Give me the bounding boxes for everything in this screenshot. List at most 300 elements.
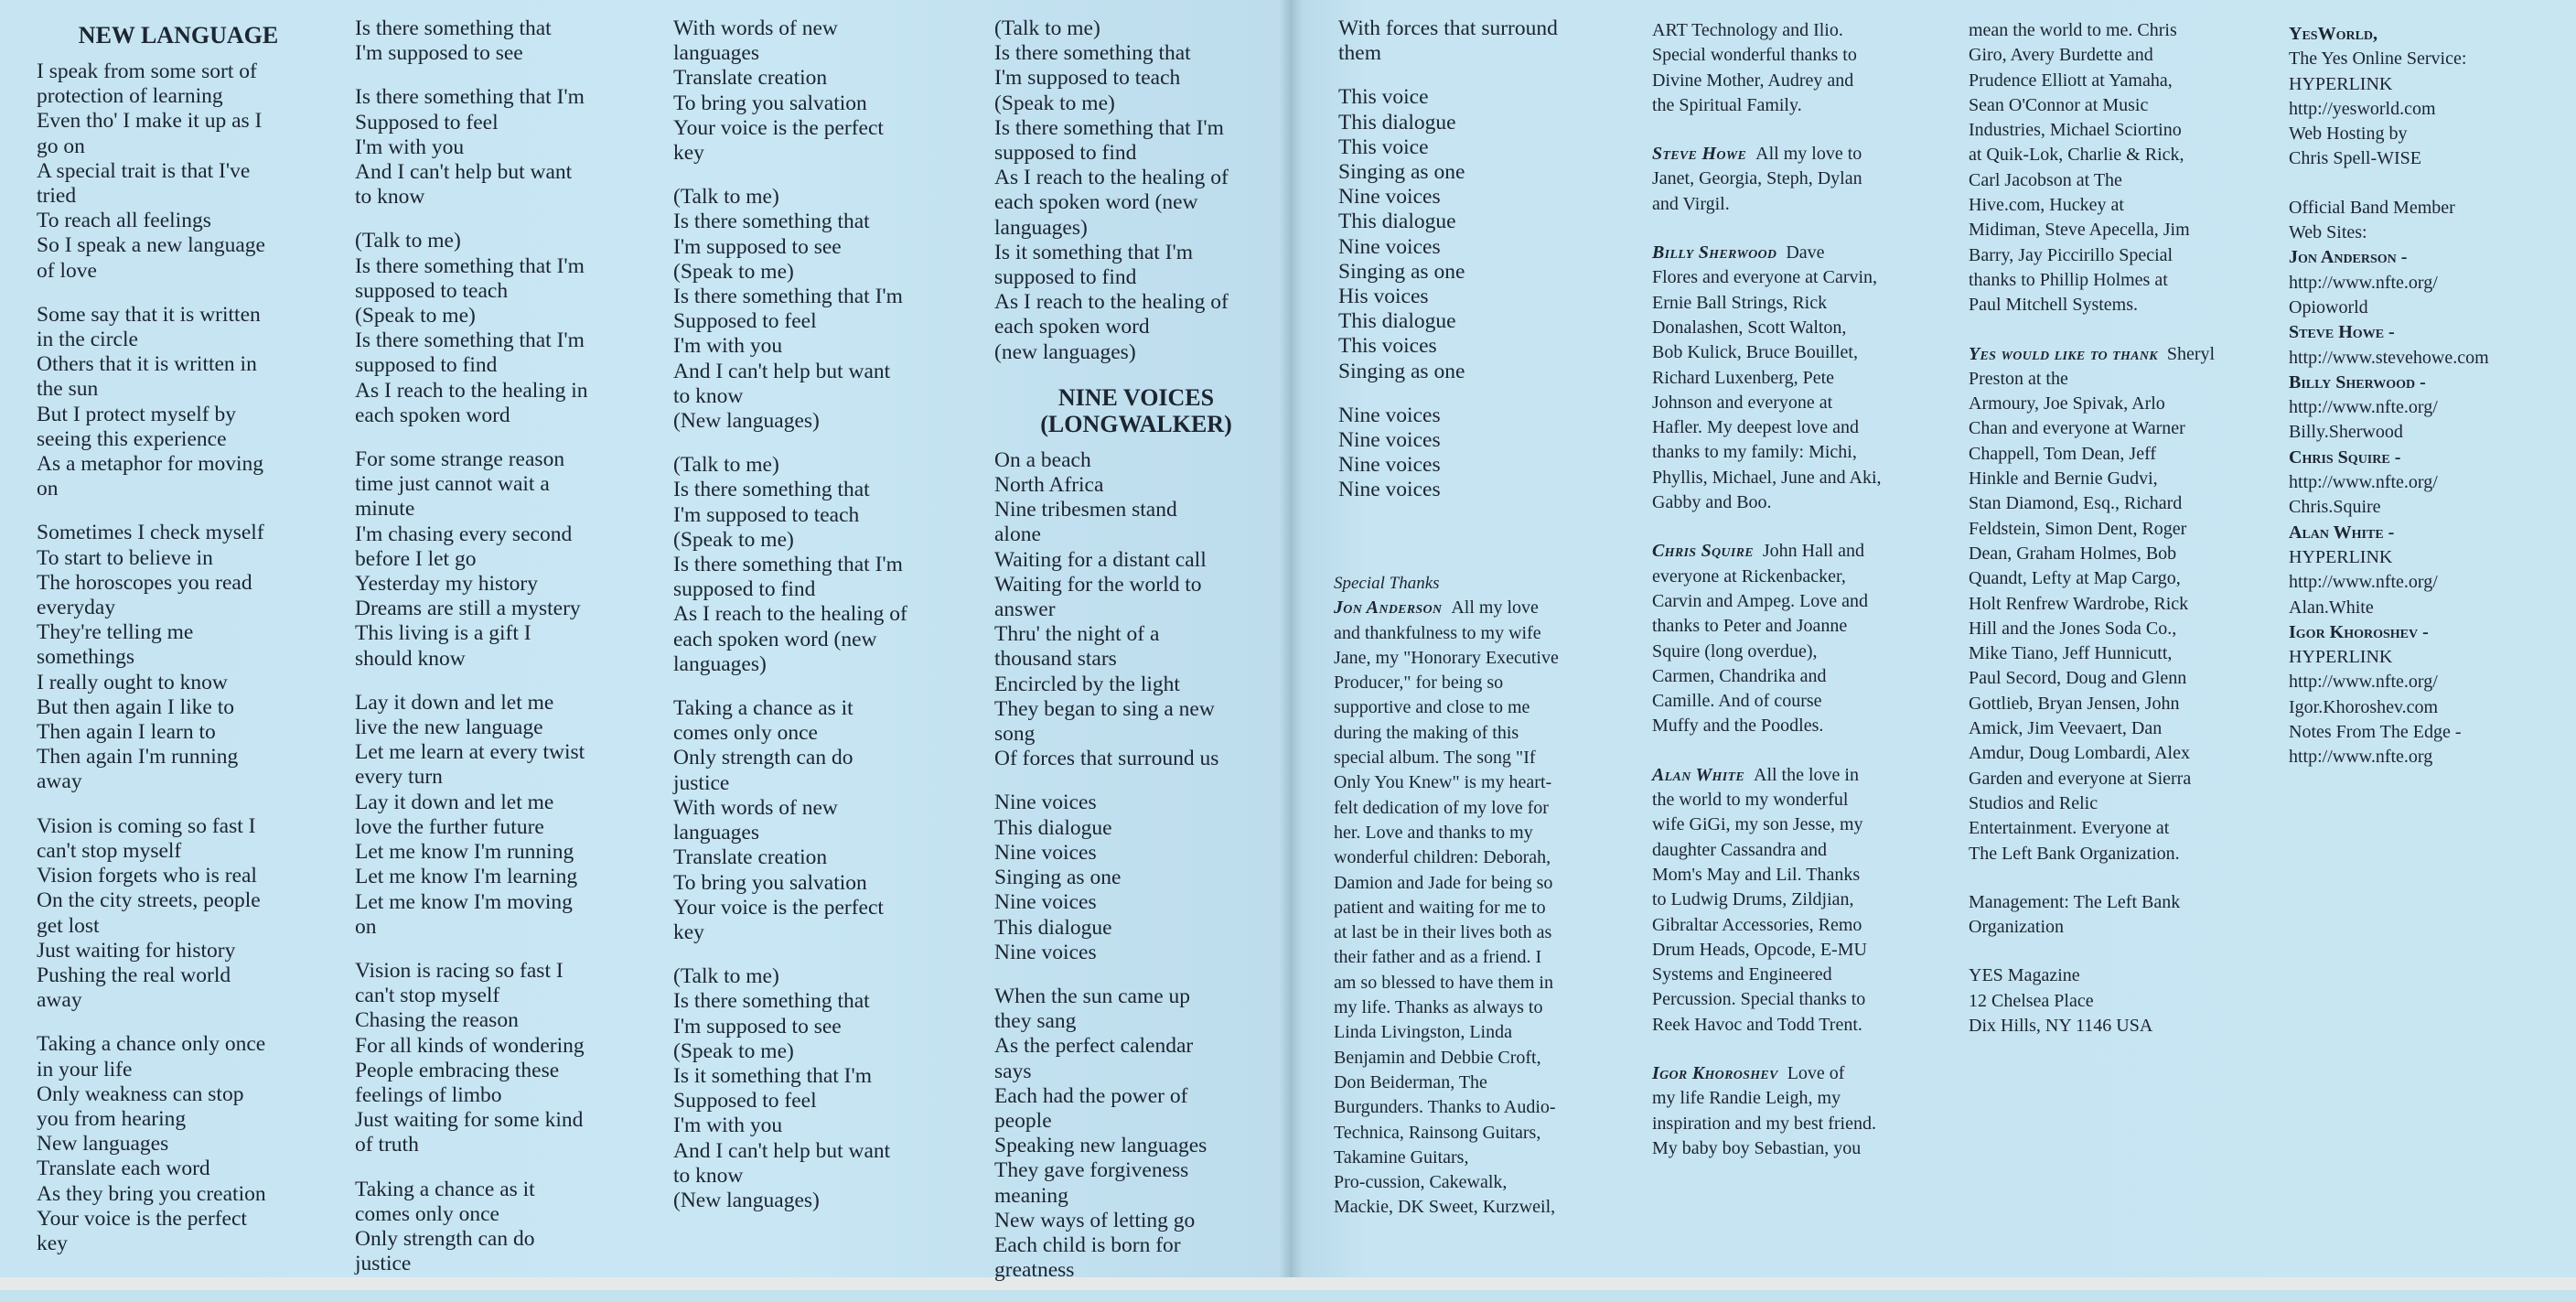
lyric-line: Of forces that surround us (994, 747, 1219, 771)
lyric-line: Nine voices (994, 791, 1097, 815)
lyric-line: in the circle (37, 328, 138, 352)
member-name: Chris Squire - (2289, 447, 2401, 468)
credit-line (1652, 987, 1917, 1012)
credit-text: Paul Mitchell Systems. (1969, 295, 2138, 316)
lyric-line: With words of new (673, 16, 838, 40)
credit-line (1969, 1014, 2234, 1038)
credit-text: HYPERLINK (2289, 73, 2393, 94)
lyric-line: For some strange reason (355, 447, 565, 472)
credit-text: Jane, my "Honorary Executive (1334, 647, 1559, 668)
lyric-line: Nine voices (994, 890, 1097, 915)
lyric-line: protection of learning (37, 84, 223, 109)
lyric-line: (Talk to me) (355, 229, 461, 253)
lyric-line: Then again I learn to (37, 720, 216, 745)
credit-line (1334, 746, 1608, 770)
credit-line (1969, 741, 2234, 766)
credit-text: ART Technology and Ilio. (1652, 20, 1843, 40)
lyric-line: each spoken word (new (673, 627, 877, 651)
lyric-line: supposed to find (355, 353, 498, 378)
credit-text: Mackie, DK Sweet, Kurzweil, (1334, 1197, 1556, 1218)
lyric-line: Is there something that (994, 41, 1191, 66)
credit-line (1334, 596, 1608, 620)
lyric-line: Is there something that (673, 210, 870, 234)
credit-line (2289, 97, 2554, 122)
credit-line (1652, 43, 1917, 68)
lyric-line: Just waiting for some kind (355, 1108, 584, 1133)
credit-line (1652, 565, 1917, 589)
lyric-line: I'm chasing every second (355, 522, 573, 546)
credit-text: Hafler. My deepest love and (1652, 417, 1860, 438)
credit-line (1969, 118, 2234, 143)
credit-line (1334, 1020, 1608, 1045)
credit-text: Don Beiderman, The (1334, 1071, 1487, 1092)
credit-paragraph (2289, 22, 2554, 172)
member-link: Alan.White (2289, 597, 2374, 618)
lyric-line: languages (673, 821, 759, 845)
credit-text: Gottlieb, Bryan Jensen, John (1969, 693, 2180, 714)
credit-paragraph (1652, 18, 1917, 118)
credit-line (1652, 391, 1917, 415)
lyric-line: With words of new (673, 795, 838, 820)
credit-text: Flores and everyone at Carvin, (1652, 267, 1878, 288)
credit-line (1969, 293, 2234, 317)
credit-line (1969, 542, 2234, 566)
credit-text: Midiman, Steve Apecella, Jim (1969, 220, 2190, 241)
member-link: http://www.nfte.org/ (2289, 272, 2438, 293)
lyric-line: This dialogue (994, 915, 1112, 940)
member-link: http://www.nfte.org/ (2289, 672, 2438, 693)
credit-line (1652, 1112, 1917, 1136)
lyric-line: This dialogue (1338, 309, 1456, 334)
credit-paragraph (1652, 142, 1917, 217)
lyric-line: (Speak to me) (673, 1038, 794, 1063)
lyric-line: Let me know I'm running (355, 840, 574, 865)
credits-column-1 (1334, 549, 1608, 1244)
credit-text: am so blessed to have them in (1334, 972, 1553, 993)
lyric-line: tried (37, 184, 77, 209)
lyric-line: I'm with you (673, 334, 783, 359)
member-link: http://www.nfte.org/ (2289, 572, 2438, 593)
credit-text: during the making of this (1334, 722, 1519, 743)
credit-line (1334, 821, 1608, 845)
credit-line (1652, 415, 1917, 440)
lyric-line: (Speak to me) (673, 527, 794, 552)
lyric-line: To reach all feelings (37, 209, 211, 233)
credit-line (1652, 192, 1917, 217)
lyric-line: answer (994, 597, 1056, 622)
lyric-line: When the sun came up (994, 984, 1191, 1008)
lyric-line: Supposed to feel (673, 1089, 817, 1114)
lyric-line: I'm with you (673, 1114, 783, 1138)
lyric-line: As I reach to the healing of (994, 166, 1229, 190)
lyric-line: Nine voices (994, 940, 1097, 964)
lyric-line: Vision forgets who is real (37, 864, 257, 888)
credit-line (1652, 689, 1917, 714)
member-link: Chris.Squire (2289, 497, 2381, 518)
lyric-line: live the new language (355, 716, 543, 740)
lyric-line: they sang (994, 1009, 1077, 1034)
credit-line (1652, 265, 1917, 290)
lyric-line: (Talk to me) (673, 453, 779, 478)
credit-text: Damion and Jade for being so (1334, 872, 1553, 893)
credit-line (1652, 366, 1917, 391)
credit-line (1652, 913, 1917, 938)
credit-name: Steve Howe (1652, 144, 1747, 165)
lyric-line: With forces that surround (1338, 16, 1558, 40)
credit-text: Official Band Member (2289, 197, 2455, 218)
credit-text: Dix Hills, NY 1146 USA (1969, 1015, 2153, 1036)
lyric-line: People embracing these (355, 1058, 560, 1082)
credit-text: Ernie Ball Strings, Rick (1652, 292, 1828, 313)
credit-text: at Quik-Lok, Charlie & Rick, (1969, 145, 2184, 166)
credit-text: Producer," for being so (1334, 673, 1504, 694)
lyric-stanza (37, 1032, 320, 1256)
credit-text: Stan Diamond, Esq., Richard (1969, 493, 2183, 514)
credit-line (1652, 838, 1917, 863)
lyric-line: minute (355, 497, 415, 522)
lyric-stanza (673, 696, 966, 945)
lyric-line: I'm supposed to see (355, 41, 523, 66)
lyric-stanza (355, 16, 648, 66)
credit-text: inspiration and my best friend. (1652, 1113, 1876, 1134)
credit-text: her. Love and thanks to my (1334, 822, 1533, 843)
credit-text: thanks to my family: Michi, (1652, 442, 1857, 463)
credit-line (1969, 93, 2234, 118)
lyric-line: Nine voices (1338, 453, 1441, 478)
lyric-line: thousand stars (994, 647, 1117, 672)
credit-line (1969, 791, 2234, 816)
credit-line (1652, 888, 1917, 912)
lyric-line: They're telling me (37, 620, 194, 645)
lyric-line: To start to believe in (37, 545, 213, 570)
lyric-line: (Speak to me) (994, 91, 1115, 115)
lyric-line: somethings (37, 645, 135, 670)
credit-line (1969, 69, 2234, 93)
lyric-line: Others that it is written in (37, 352, 257, 377)
lyric-line: I'm with you (355, 135, 465, 159)
lyric-line: Only strength can do (355, 1226, 535, 1251)
credit-line (1652, 664, 1917, 689)
credits-column-3 (1969, 18, 2234, 1062)
credit-line (1652, 863, 1917, 888)
credit-text: Gabby and Boo. (1652, 492, 1772, 513)
lyric-line: can't stop myself (355, 984, 500, 1008)
credit-name: Yes would like to thank (1969, 343, 2158, 364)
member-name: Steve Howe - (2289, 322, 2395, 343)
lyric-line: Is there something that (673, 989, 870, 1014)
credit-line (2289, 196, 2554, 221)
credit-line (1334, 796, 1608, 821)
credit-name: Billy Sherwood (1652, 242, 1777, 264)
lyric-line: before I let go (355, 546, 477, 571)
lyric-line: Singing as one (1338, 259, 1465, 284)
lyric-line: As they bring you creation (37, 1181, 266, 1206)
lyric-line: Taking a chance as it (673, 696, 853, 721)
credit-text: Muffy and the Poodles. (1652, 716, 1824, 737)
lyrics-column-4 (994, 16, 1278, 1302)
credit-text: Love of (1787, 1062, 1845, 1083)
credit-text: Gibraltar Accessories, Remo (1652, 914, 1862, 935)
lyric-line: you from hearing (37, 1106, 187, 1131)
lyric-line: on (355, 914, 377, 939)
lyric-stanza (673, 16, 966, 166)
lyric-stanza (994, 16, 1278, 365)
lyric-line: key (673, 920, 704, 944)
credit-line (1652, 291, 1917, 316)
credit-paragraph (1969, 963, 2234, 1038)
credit-text: Garden and everyone at Sierra (1969, 768, 2192, 789)
member-link: Opioworld (2289, 296, 2368, 317)
lyric-line: each spoken word (994, 315, 1150, 339)
credit-text: my life. Thanks as always to (1334, 997, 1543, 1018)
lyric-line: Translate creation (673, 845, 828, 870)
lyric-stanza (994, 985, 1278, 1283)
credit-line (1652, 18, 1917, 43)
lyric-line: North Africa (994, 473, 1104, 498)
credit-text: mean the world to me. Chris (1969, 20, 2177, 40)
lyric-line: Your voice is the perfect (673, 895, 884, 920)
lyric-stanza (994, 791, 1278, 964)
credit-name: Igor Khoroshev (1652, 1062, 1778, 1083)
lyric-line: Lay it down and let me (355, 690, 554, 715)
credit-line (1969, 716, 2234, 741)
lyric-line: of love (37, 258, 97, 283)
member-link: http://www.nfte.org (2289, 747, 2433, 768)
lyric-line: Each had the power of (994, 1083, 1188, 1108)
credit-text: Quandt, Lefty at Map Cargo, (1969, 568, 2181, 589)
credit-name: Jon Anderson (1334, 597, 1443, 619)
lyric-line: I really ought to know (37, 670, 228, 694)
lyric-line: can't stop myself (37, 838, 182, 863)
lyric-line: Only weakness can stop (37, 1081, 244, 1106)
lyric-line: New languages (37, 1132, 169, 1157)
credit-text: Bob Kulick, Bruce Bouillet, (1652, 342, 1858, 363)
credit-line (1969, 692, 2234, 716)
lyric-line: Some say that it is written (37, 302, 261, 327)
credit-text: Chan and everyone at Warner (1969, 418, 2185, 439)
credit-line (1969, 143, 2234, 167)
lyric-line: Translate each word (37, 1157, 210, 1181)
credit-line (1334, 1046, 1608, 1071)
credit-text: Barry, Jay Piccirillo Special (1969, 244, 2174, 265)
credit-text: their father and as a friend. I (1334, 947, 1542, 968)
lyric-line: comes only once (673, 721, 818, 746)
lyric-line: Your voice is the perfect (37, 1206, 247, 1231)
credit-line (1334, 671, 1608, 695)
lyric-line: Is there something that I'm (994, 115, 1224, 140)
credit-text: Camille. And of course (1652, 691, 1822, 712)
lyric-line: alone (994, 522, 1041, 547)
lyric-line: To bring you salvation (673, 870, 867, 895)
lyric-line: And I can't help but want (673, 359, 891, 383)
lyric-line: This voices (1338, 334, 1437, 359)
lyric-line: each spoken word (new (994, 190, 1198, 215)
credit-paragraph (2289, 196, 2554, 770)
lyric-line: A special trait is that I've (37, 158, 251, 183)
lyric-line: Singing as one (1338, 160, 1465, 185)
lyric-line: I'm supposed to see (673, 1014, 842, 1038)
credit-line (1969, 963, 2234, 988)
lyrics-column-3 (673, 16, 966, 1232)
credit-text: Amick, Jim Veevaert, Dan (1969, 718, 2163, 739)
credit-text: Takamine Guitars, (1334, 1146, 1469, 1167)
lyric-stanza (37, 521, 320, 794)
lyric-line: to know (673, 1163, 744, 1188)
lyric-line: This living is a gift I (355, 621, 531, 646)
credits-column-4 (2289, 22, 2554, 794)
member-link: HYPERLINK (2289, 647, 2393, 668)
lyric-line: They began to sing a new (994, 696, 1215, 721)
credit-line (1334, 1071, 1608, 1095)
credit-line (1652, 440, 1917, 465)
lyric-stanza (355, 1178, 648, 1277)
credit-text: Chris Spell-WISE (2289, 148, 2421, 169)
credit-text: Dean, Graham Holmes, Bob (1969, 543, 2177, 564)
lyrics-column-5 (1338, 16, 1613, 522)
credit-text: Phyllis, Michael, June and Aki, (1652, 467, 1882, 488)
credit-text: Donalashen, Scott Walton, (1652, 317, 1847, 338)
credit-text: Chappell, Tom Dean, Jeff (1969, 443, 2157, 464)
credit-line (1652, 93, 1917, 118)
credit-line (1969, 666, 2234, 691)
credit-text: All the love in (1754, 764, 1859, 785)
lyric-line: Your voice is the perfect (673, 115, 884, 140)
credit-line (1334, 621, 1608, 646)
credit-line (1334, 1121, 1608, 1146)
lyric-line: Is it something that I'm (673, 1063, 873, 1088)
credit-paragraph (1652, 763, 1917, 1038)
lyric-line: (new languages) (994, 339, 1136, 364)
credit-line (1969, 416, 2234, 441)
credit-line (1969, 617, 2234, 641)
credit-line (1652, 466, 1917, 490)
credit-line (1334, 871, 1608, 896)
lyric-line: As I reach to the healing in (355, 378, 588, 403)
credit-text: Hinkle and Bernie Gudvi, (1969, 468, 2158, 490)
credit-text: Web Sites: (2289, 222, 2367, 243)
credit-line (1969, 915, 2234, 940)
credit-heading: YesWorld, (2289, 24, 2378, 44)
credit-text: Mom's May and Lil. Thanks (1652, 864, 1861, 885)
credit-line (1652, 241, 1917, 265)
lyric-stanza (994, 448, 1278, 772)
lyric-line: On a beach (994, 447, 1091, 472)
lyric-line: (New languages) (673, 409, 820, 434)
lyric-line: So I speak a new language (37, 233, 265, 258)
member-name: Igor Khoroshev - (2289, 621, 2429, 642)
credit-text: Technica, Rainsong Guitars, (1334, 1122, 1541, 1143)
credit-line (1652, 763, 1917, 788)
credit-text: special album. The song "If (1334, 748, 1536, 769)
credit-line (1334, 945, 1608, 970)
special-thanks-heading: Special Thanks (1334, 574, 1440, 593)
lyric-line: Chasing the reason (355, 1008, 519, 1033)
lyric-line: Then again I'm running (37, 745, 239, 769)
credit-line (1652, 490, 1917, 515)
lyric-line: And I can't help but want (355, 160, 573, 185)
credit-text: Armoury, Joe Spivak, Arlo (1969, 393, 2165, 414)
lyric-line: Sometimes I check myself (37, 521, 264, 545)
credit-paragraph (1969, 342, 2234, 866)
credit-paragraph (1969, 890, 2234, 941)
center-fold (1279, 0, 1303, 1290)
credit-text: Only You Knew" is my heart- (1334, 772, 1552, 793)
credit-text: Organization (1969, 917, 2065, 938)
lyric-line: Dreams are still a mystery (355, 597, 581, 621)
credit-name: Chris Squire (1652, 541, 1754, 562)
lyric-line: (Talk to me) (673, 964, 779, 989)
member-link: http://www.stevehowe.com (2289, 347, 2489, 368)
lyric-line: Is there something that (355, 16, 552, 40)
credit-text: Hive.com, Huckey at (1969, 195, 2124, 216)
lyric-line: Vision is coming so fast I (37, 813, 256, 838)
lyric-line: says (994, 1059, 1032, 1083)
credit-line (1334, 695, 1608, 720)
credit-text: Sheryl Preston at the (1969, 343, 2216, 389)
lyric-line: This dialogue (1338, 210, 1456, 234)
member-name: Billy Sherwood - (2289, 371, 2426, 393)
lyric-line: But then again I like to (37, 694, 235, 719)
credit-text: everyone at Rickenbacker, (1652, 565, 1846, 586)
credit-text: daughter Cassandra and (1652, 839, 1828, 860)
credit-text: Studios and Relic (1969, 792, 2098, 813)
credit-paragraph (1334, 596, 1608, 1220)
credit-line (1969, 168, 2234, 193)
lyric-line: Is there something that I'm (355, 85, 585, 110)
credit-line (1652, 167, 1917, 191)
credit-line (1969, 218, 2234, 242)
credit-line (1969, 193, 2234, 218)
credit-text: The Yes Online Service: (2289, 48, 2467, 70)
credit-text: thanks to Peter and Joanne (1652, 616, 1848, 637)
credit-line (1969, 268, 2234, 293)
lyric-line: Is there something that (673, 478, 870, 502)
lyric-line: Is there something that I'm (673, 553, 903, 577)
credit-text: Johnson and everyone at (1652, 392, 1833, 413)
lyric-line: Nine tribesmen stand (994, 498, 1177, 522)
credit-line (1652, 614, 1917, 639)
credit-paragraph (1652, 241, 1917, 515)
credit-line (1969, 442, 2234, 467)
credit-text: Carvin and Ampeg. Love and (1652, 590, 1869, 611)
credit-line (1652, 788, 1917, 812)
credit-text: patient and waiting for me to (1334, 897, 1546, 918)
credit-text: and thankfulness to my wife (1334, 622, 1541, 643)
lyric-line: But I protect myself by (37, 402, 236, 426)
credit-text: Reek Havoc and Todd Trent. (1652, 1014, 1862, 1035)
credit-line (1969, 842, 2234, 866)
credit-text: to Ludwig Drums, Zildjian, (1652, 889, 1854, 910)
member-link: Igor.Khoroshev.com (2289, 696, 2439, 717)
lyric-line: away (37, 769, 82, 794)
lyric-stanza (1338, 16, 1613, 66)
lyric-line: (Speak to me) (355, 304, 476, 328)
credit-text: Burgunders. Thanks to Audio- (1334, 1097, 1556, 1118)
credit-text: Richard Luxenberg, Pete (1652, 367, 1835, 388)
lyric-line: key (37, 1231, 68, 1255)
lyric-stanza (355, 691, 648, 940)
lyric-line: love the further future (355, 814, 544, 839)
lyric-line: Nine voices (1338, 234, 1441, 259)
lyric-line: supposed to find (994, 265, 1137, 290)
lyric-line: languages (673, 41, 759, 66)
credit-text: Special wonderful thanks to (1652, 45, 1857, 66)
credit-line (1652, 589, 1917, 614)
credit-text: my life Randie Leigh, my (1652, 1088, 1841, 1109)
credit-text: All my love (1451, 597, 1539, 619)
lyric-line: As I reach to the healing of (673, 602, 907, 627)
lyric-line: Even tho' I make it up as I (37, 109, 263, 134)
